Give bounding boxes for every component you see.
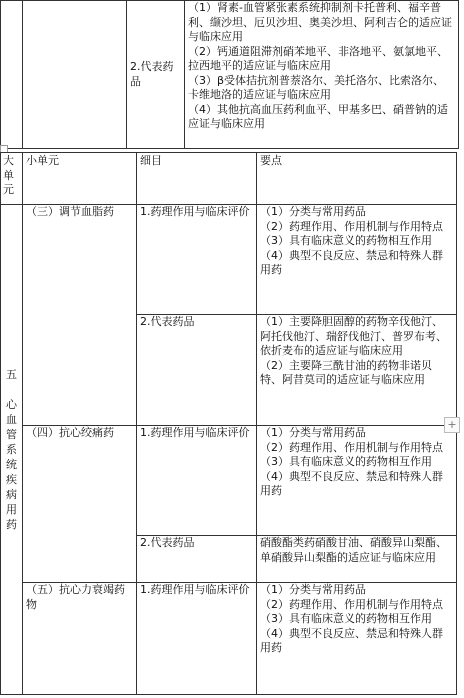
item-cell: 2.代表药品	[127, 1, 185, 149]
top-table-fragment	[0, 0, 459, 149]
empty-cell	[1, 1, 23, 149]
big-unit-cell: 五 心 血 管 系 统 疾 病 用 药	[1, 205, 23, 695]
header-subunit: 小单元	[23, 153, 137, 205]
header-points: 要点	[257, 153, 457, 205]
points-cell: （1）分类与常用药品 （2）药理作用、作用机制与作用特点 （3）具有临床意义的药物相互作用 （4）典型不良反应、禁忌和特殊人群用药	[257, 205, 457, 315]
points-cell: （1）分类与常用药品 （2）药理作用、作用机制与作用特点 （3）具有临床意义的药物相互作用 （4）典型不良反应、禁忌和特殊人群用药	[257, 426, 457, 536]
syllabus-table	[0, 152, 457, 695]
subunit-cell: （四）抗心绞痛药	[23, 426, 137, 583]
subunit-cell: （五）抗心力衰竭药物	[23, 583, 137, 695]
header-item: 细目	[137, 153, 257, 205]
empty-cell	[23, 1, 127, 149]
subunit-cell: （三）调节血脂药	[23, 205, 137, 426]
add-handle-icon[interactable]: +	[444, 417, 460, 433]
header-unit: 大单元	[1, 153, 23, 205]
item-cell: 1.药理作用与临床评价	[137, 205, 257, 315]
item-cell: 2.代表药品	[137, 536, 257, 583]
points-cell: （1）分类与常用药品 （2）药理作用、作用机制与作用特点 （3）具有临床意义的药物相互作用 （4）典型不良反应、禁忌和特殊人群用药	[257, 583, 457, 695]
item-cell: 1.药理作用与临床评价	[137, 583, 257, 695]
points-cell: （1）肾素-血管紧张素系统抑制剂卡托普利、福辛普利、缬沙坦、厄贝沙坦、奥美沙坦、阿利吉仑的适应证与临床应用 （2）钙通道阻滞剂硝苯地平、非洛地平、氨氯地平、拉西地平的适应证与临床应用 （3）β受体拮抗剂普萘洛尔、美托洛尔、比索洛尔、卡维地洛的适应证与临床应用 （4）其他抗高血压药利血平、甲基多巴、硝普钠的适应证与临床应用	[185, 1, 459, 149]
points-cell: 硝酸酯类药硝酸甘油、硝酸异山梨酯、单硝酸异山梨酯的适应证与临床应用	[257, 536, 457, 583]
item-cell: 2.代表药品	[137, 315, 257, 426]
item-cell: 1.药理作用与临床评价	[137, 426, 257, 536]
points-cell: （1）主要降胆固醇的药物辛伐他汀、阿托伐他汀、瑞舒伐他汀、普罗布考、依折麦布的适应证与临床应用 （2）主要降三酰甘油的药物非诺贝特、阿昔莫司的适应证与临床应用	[257, 315, 457, 426]
